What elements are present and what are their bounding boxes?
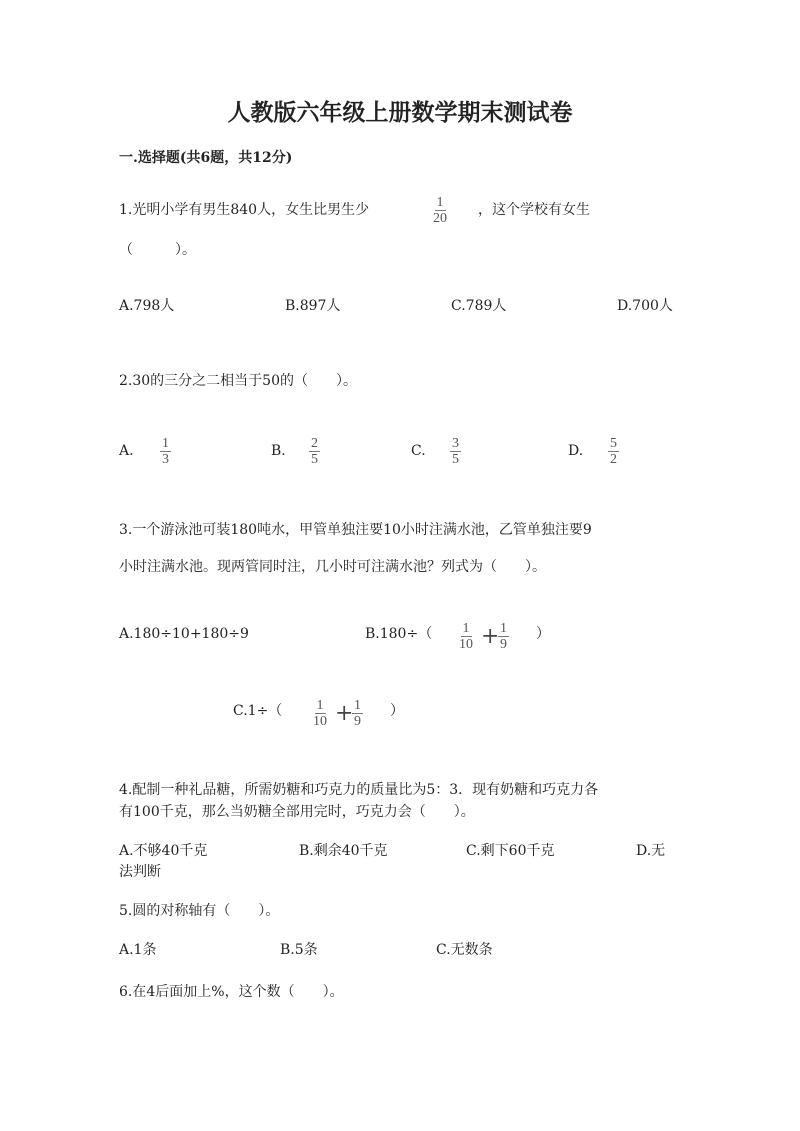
denominator: 5 <box>452 452 459 467</box>
page-title: 人教版六年级上册数学期末测试卷 <box>227 99 573 126</box>
close-paren: ） <box>390 703 404 719</box>
q5-option-a[interactable]: A.1条 <box>119 942 157 958</box>
q2-text: 2.30的三分之二相当于50的（ ）。 <box>119 373 357 389</box>
q1-option-a[interactable]: A.798人 <box>119 298 175 314</box>
denominator: 9 <box>500 637 507 652</box>
section-heading: 一.选择题(共6题，共12分) <box>119 150 293 166</box>
q2-option-d-fraction <box>608 436 619 467</box>
q6-text: 6.在4后面加上%，这个数（ ）。 <box>119 984 344 1000</box>
q2-option-d[interactable]: D. <box>568 443 584 459</box>
denominator: 10 <box>313 714 327 729</box>
numerator: 3 <box>452 436 459 451</box>
numerator: 1 <box>462 621 470 636</box>
fraction-1-10 <box>459 621 473 652</box>
numerator: 1 <box>436 195 444 210</box>
denominator: 3 <box>162 452 169 467</box>
q4-text-line2: 有100千克，那么当奶糖全部用完时，巧克力会（ ）。 <box>119 804 475 820</box>
numerator: 1 <box>354 698 361 713</box>
close-paren: ） <box>536 626 550 642</box>
numerator: 5 <box>610 436 617 451</box>
fraction-1-9 <box>498 621 509 652</box>
q3-option-b-label: B.180÷（ <box>365 626 433 642</box>
numerator: 2 <box>311 436 318 451</box>
q5-option-b[interactable]: B.5条 <box>280 942 318 958</box>
denominator: 20 <box>433 211 447 226</box>
q1-text-cont: ，这个学校有女生 <box>478 202 590 218</box>
denominator: 5 <box>311 452 318 467</box>
q4-option-b[interactable]: B.剩余40千克 <box>299 843 388 859</box>
q1-text: 1.光明小学有男生840人，女生比男生少 <box>119 202 370 218</box>
q3-text-line2: 小时注满水池。现两管同时注，几小时可注满水池？列式为（ ）。 <box>119 559 546 575</box>
numerator: 1 <box>500 621 507 636</box>
plus-sign: + <box>335 701 354 726</box>
q2-option-b[interactable]: B. <box>271 443 286 459</box>
q1-option-c[interactable]: C.789人 <box>451 298 507 314</box>
denominator: 10 <box>459 637 473 652</box>
q4-option-d-wrap: 法判断 <box>119 864 161 880</box>
denominator: 2 <box>610 452 617 467</box>
plus-sign: + <box>481 624 500 649</box>
denominator: 9 <box>354 714 361 729</box>
q2-option-a[interactable]: A. <box>119 443 134 459</box>
q5-text: 5.圆的对称轴有（ ）。 <box>119 903 280 919</box>
q4-text-line1: 4.配制一种礼品糖，所需奶糖和巧克力的质量比为5：3．现有奶糖和巧克力各 <box>119 782 599 798</box>
q4-option-c[interactable]: C.剩下60千克 <box>466 843 555 859</box>
q1-blank: （ ）。 <box>119 242 196 258</box>
q2-option-c-fraction <box>450 436 461 467</box>
q4-option-a[interactable]: A.不够40千克 <box>119 843 208 859</box>
numerator: 1 <box>162 436 169 451</box>
q4-option-d[interactable]: D.无 <box>636 843 666 859</box>
q2-option-c[interactable]: C. <box>411 443 426 459</box>
fraction-1-10 <box>313 698 327 729</box>
q1-option-b[interactable]: B.897人 <box>285 298 341 314</box>
q2-option-b-fraction <box>309 436 320 467</box>
fraction-1-9 <box>352 698 363 729</box>
q3-text-line1: 3.一个游泳池可装180吨水，甲管单独注要10小时注满水池，乙管单独注要9 <box>119 522 592 538</box>
q3-option-a[interactable]: A.180÷10+180÷9 <box>119 626 249 642</box>
q5-option-c[interactable]: C.无数条 <box>436 942 493 958</box>
q1-option-d[interactable]: D.700人 <box>617 298 673 314</box>
q3-option-c-label: C.1÷（ <box>233 703 283 719</box>
numerator: 1 <box>316 698 324 713</box>
q1-fraction <box>433 195 447 226</box>
q2-option-a-fraction <box>160 436 171 467</box>
